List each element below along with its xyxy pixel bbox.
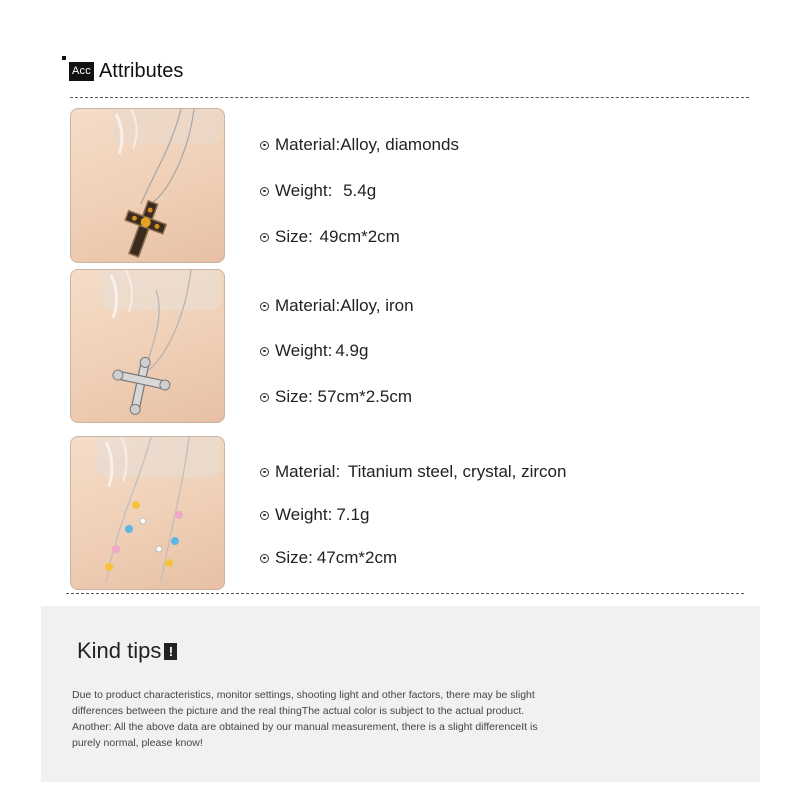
bullet-icon [260, 141, 269, 150]
tips-line: Another: All the above data are obtained by our manual measurement, there is a slight differenceIt is [72, 721, 538, 733]
product-2-weight [260, 341, 368, 361]
product-2-size [260, 387, 412, 407]
cross-pendant-silver-icon [71, 270, 224, 422]
bullet-icon [260, 468, 269, 477]
product-image-1 [70, 108, 225, 263]
top-divider [70, 97, 749, 98]
product-2-material [260, 296, 414, 316]
attr-label: Weight [275, 505, 328, 524]
attr-label: Size [275, 227, 309, 246]
product-1-size [260, 227, 400, 247]
tips-line: differences between the picture and the real thingThe actual color is subject to the actual product. [72, 705, 525, 717]
product-3-weight [260, 505, 369, 525]
header-title: Attributes [98, 60, 184, 82]
section-header [69, 60, 183, 83]
product-3-size [260, 548, 397, 568]
bullet-icon [260, 554, 269, 563]
product-image-3 [70, 436, 225, 590]
kind-tips-panel [41, 606, 760, 782]
tips-body [72, 687, 642, 751]
attr-value: 47cm*2cm [316, 548, 398, 567]
tips-title [77, 638, 177, 664]
bottom-divider [66, 593, 744, 594]
bullet-icon [260, 233, 269, 242]
attr-sep: : [308, 227, 318, 246]
product-image-2 [70, 269, 225, 423]
header-badge: Acc [69, 62, 94, 81]
attr-label: Material [275, 462, 336, 481]
attr-label: Weight [275, 341, 328, 360]
attr-label: Size [275, 548, 309, 567]
tips-line: purely normal, please know! [72, 737, 203, 749]
attr-value: 57cm*2.5cm [317, 387, 413, 406]
bullet-icon [260, 511, 269, 520]
attr-sep: : [335, 462, 345, 481]
attr-sep: : [308, 387, 318, 406]
attr-label: Weight [275, 181, 328, 200]
attr-sep: : [335, 296, 341, 315]
exclamation-icon: ! [164, 643, 177, 660]
attr-sep: : [327, 341, 333, 360]
attr-value: 7.1g [336, 505, 370, 524]
attr-value: 5.4g [343, 181, 377, 200]
product-1-material [260, 135, 459, 155]
product-1-weight [260, 181, 376, 201]
attr-sep: : [327, 181, 338, 200]
attr-value: Alloy, iron [340, 296, 414, 315]
attr-sep: : [308, 548, 313, 567]
attr-value: 49cm*2cm [319, 227, 400, 246]
attr-value: Alloy, diamonds [340, 135, 459, 154]
bullet-icon [260, 187, 269, 196]
product-3-material [260, 462, 566, 482]
tips-line: Due to product characteristics, monitor settings, shooting light and other factors, there may be slight [72, 689, 535, 701]
bullet-icon [260, 347, 269, 356]
attr-label: Material [275, 296, 336, 315]
tips-title-text: Kind tips [77, 638, 162, 663]
attr-label: Size [275, 387, 309, 406]
crystal-charm-necklace-icon [71, 437, 224, 589]
attr-sep: : [335, 135, 341, 154]
bullet-icon [260, 302, 269, 311]
corner-dot [62, 56, 66, 60]
attr-value: 4.9g [335, 341, 369, 360]
attr-value: Titanium steel, crystal, zircon [347, 462, 567, 481]
attr-label: Material [275, 135, 336, 154]
bullet-icon [260, 393, 269, 402]
cross-pendant-amber-icon [71, 109, 224, 262]
attr-sep: : [327, 505, 333, 524]
